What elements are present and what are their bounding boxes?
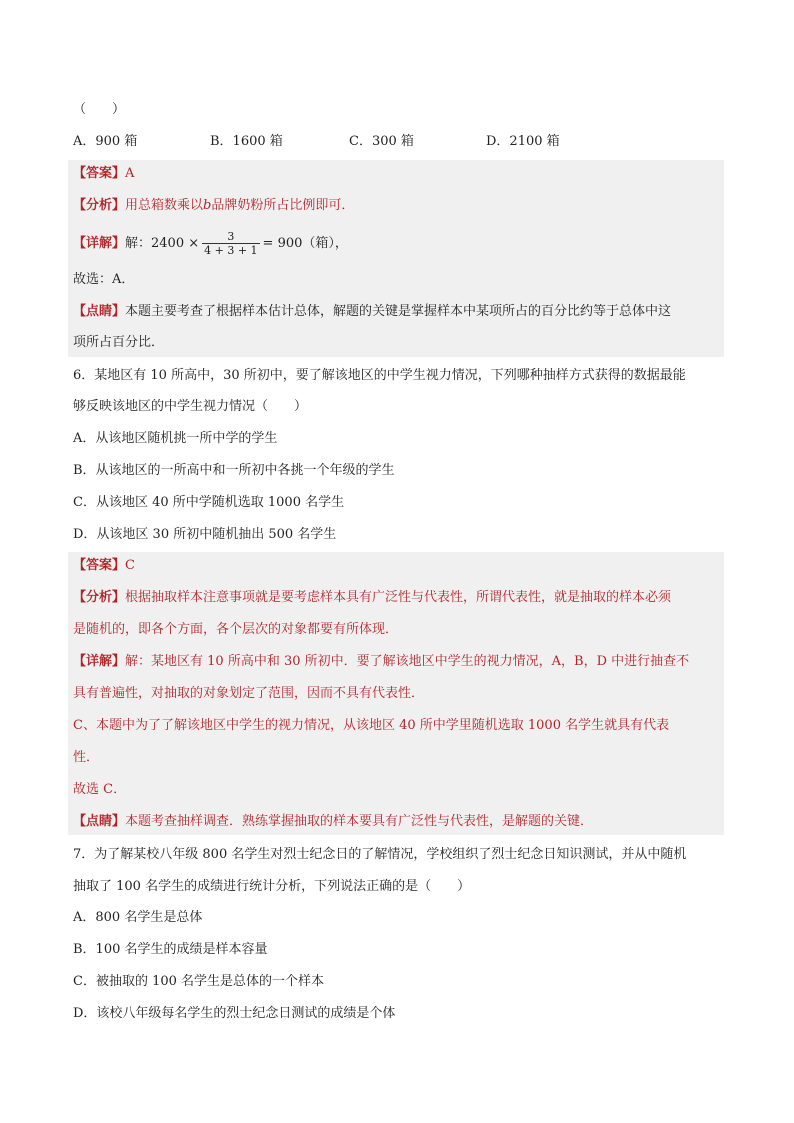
q5-option-c: C．300 箱 <box>349 134 414 149</box>
q7-stem: 7．为了解某校八年级 800 名学生对烈士纪念日的了解情况，学校组织了烈士纪念日知识测试，并从中随机 <box>73 847 687 862</box>
q7-option-d: D．该校八年级每名学生的烈士纪念日测试的成绩是个体 <box>73 1006 396 1021</box>
q6-detail-line4: 性． <box>73 750 100 765</box>
detail-tag: 【详解】 <box>73 236 126 251</box>
detail-tag: 【详解】 <box>73 654 126 669</box>
q7-stem-cont: 抽取了 100 名学生的成绩进行统计分析，下列说法正确的是（ ） <box>73 879 471 894</box>
q6-stem-cont: 够反映该地区的中学生视力情况（ ） <box>73 399 308 414</box>
q5-option-d: D．2100 箱 <box>486 134 560 149</box>
answer-value: C <box>125 558 135 573</box>
answer-tag: 【答案】 <box>73 166 126 181</box>
q7-option-b: B．100 名学生的成绩是样本容量 <box>73 942 268 957</box>
q7-option-c: C．被抽取的 100 名学生是总体的一个样本 <box>73 974 325 989</box>
q6-conclusion: 故选 C． <box>73 782 127 797</box>
q5-answer <box>73 164 134 184</box>
q6-analysis: 【分析】根据抽取样本注意事项就是要考虑样本具有广泛性与代表性，所谓代表性，就是抽取的样本必须 <box>73 590 672 605</box>
answer-tag: 【答案】 <box>73 558 126 573</box>
q5-analysis: 【分析】用总箱数乘以b品牌奶粉所占比例即可． <box>73 198 355 213</box>
analysis-tag: 【分析】 <box>73 590 126 605</box>
q6-stem: 6．某地区有 10 所高中，30 所初中，要了解该地区的中学生视力情况，下列哪种抽样方式获得的数据最能 <box>73 368 686 383</box>
q6-comment: 【点睛】本题考查抽样调查．熟练掌握抽取的样本要具有广泛性与代表性，是解题的关键． <box>73 814 594 829</box>
q6-option-a: A．从该地区随机挑一所中学的学生 <box>73 431 278 446</box>
analysis-tag: 【分析】 <box>73 198 126 213</box>
q6-detail-line3: C、本题中为了了解该地区中学生的视力情况，从该地区 40 所中学里随机选取 1000 名学生就具有代表 <box>73 718 670 733</box>
q6-detail: 【详解】解：某地区有 10 所高中和 30 所初中．要了解该地区中学生的视力情况，A，B，D 中进行抽查不 <box>73 654 690 669</box>
q5-conclusion: 故选：A． <box>73 272 135 287</box>
q7-option-a: A．800 名学生是总体 <box>73 910 203 925</box>
comment-tag: 【点睛】 <box>73 814 126 829</box>
fraction-numerator: 3 <box>227 230 235 243</box>
q5-comment: 【点睛】本题主要考查了根据样本估计总体，解题的关键是掌握样本中某项所占的百分比约等于总体中这 <box>73 304 672 319</box>
answer-value: A <box>125 166 135 181</box>
q5-option-a: A．900 箱 <box>73 134 138 149</box>
q6-option-b: B．从该地区的一所高中和一所初中各挑一个年级的学生 <box>73 463 395 478</box>
q6-detail-line2: 具有普遍性，对抽取的对象划定了范围，因而不具有代表性． <box>73 686 425 701</box>
q6-option-d: D．从该地区 30 所初中随机抽出 500 名学生 <box>73 527 337 542</box>
q5-comment-cont: 项所占百分比． <box>73 335 165 350</box>
fraction-denominator: 4 + 3 + 1 <box>204 244 258 257</box>
fraction <box>202 230 259 257</box>
q5-paren: （ ） <box>73 102 126 117</box>
q5-option-b: B．1600 箱 <box>210 134 283 149</box>
variable-b: b <box>203 198 212 213</box>
q6-answer <box>73 556 135 576</box>
comment-tag: 【点睛】 <box>73 304 126 319</box>
q6-analysis-cont: 是随机的，即各个方面，各个层次的对象都要有所体现． <box>73 622 399 637</box>
q6-option-c: C．从该地区 40 所中学随机选取 1000 名学生 <box>73 495 345 510</box>
q5-detail: 【详解】解：2400 × $\frac{3}{4 + 3 + 1}$ = 900（箱）， <box>73 230 348 257</box>
